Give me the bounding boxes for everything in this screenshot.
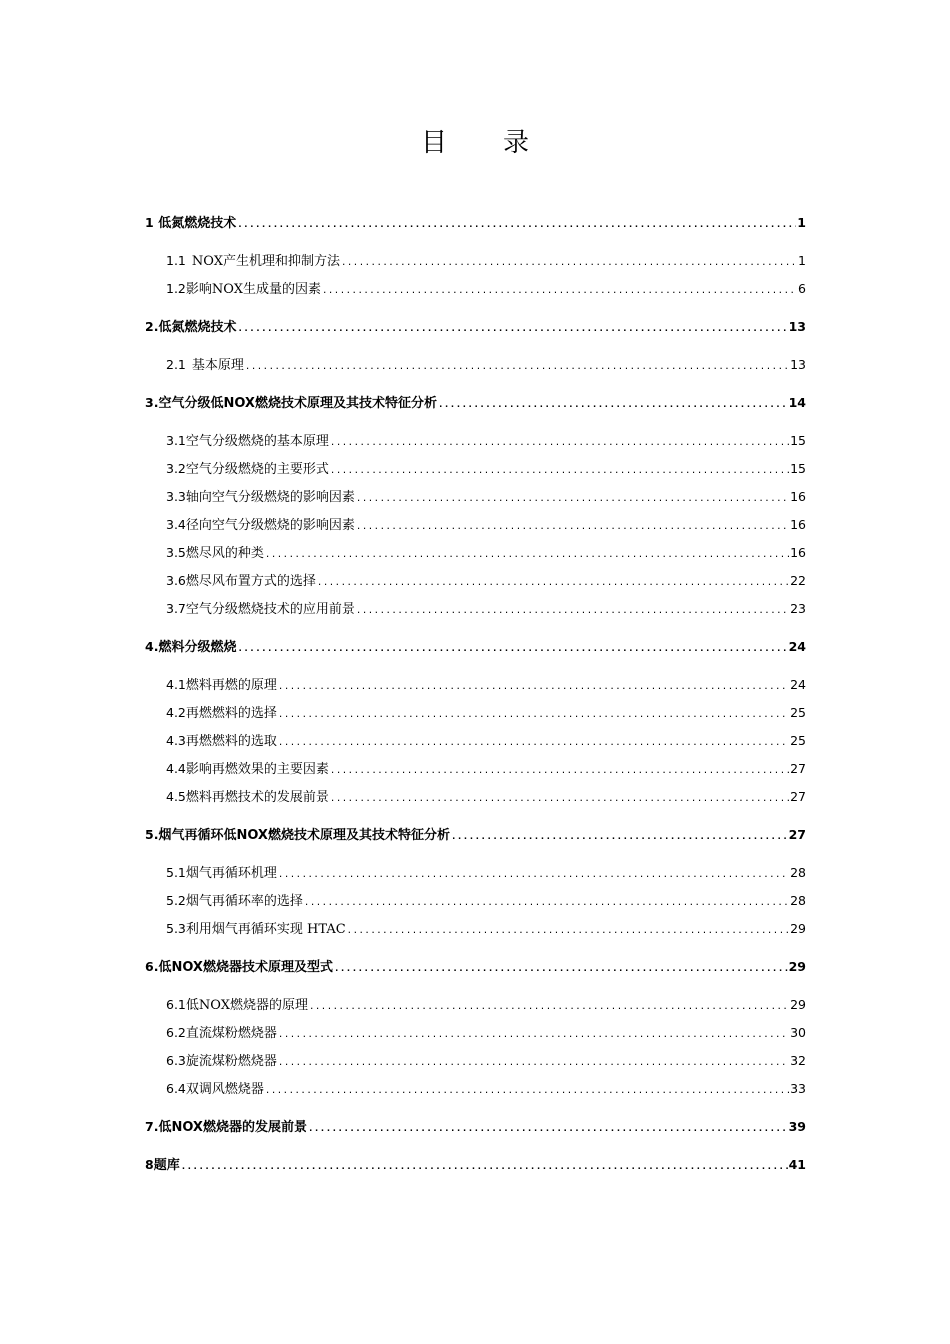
toc-label: 再燃燃料的选择 xyxy=(185,706,277,721)
toc-number: 3.1 xyxy=(166,433,186,448)
toc-entry-5-3[interactable] xyxy=(145,916,806,944)
toc-number: 5.2 xyxy=(166,893,186,908)
toc-entry-3-4[interactable] xyxy=(145,512,806,540)
dot-leader xyxy=(278,862,789,888)
toc-page-number: 15 xyxy=(790,433,806,448)
toc-label: 影响再燃效果的主要因素 xyxy=(185,762,329,777)
toc-number: 3.4 xyxy=(166,517,186,532)
toc-label: 燃尽风布置方式的选择 xyxy=(185,574,316,589)
toc-number: 3.2 xyxy=(166,461,186,476)
toc-number: 3.7 xyxy=(166,601,186,616)
toc-label: 直流煤粉燃烧器 xyxy=(185,1026,277,1041)
toc-entry-6-2[interactable] xyxy=(145,1020,806,1048)
toc-number: 1.2 xyxy=(166,281,186,296)
dot-leader xyxy=(317,570,789,596)
toc-entry-3-6[interactable] xyxy=(145,568,806,596)
toc-page-number: 32 xyxy=(790,1053,806,1068)
title-char-2: 录 xyxy=(503,128,530,158)
toc-page-number: 16 xyxy=(790,489,806,504)
toc-page-number: 24 xyxy=(788,639,806,654)
toc-label: 低氮燃烧技术 xyxy=(158,320,237,335)
dot-leader xyxy=(237,316,787,342)
toc-number: 6.1 xyxy=(166,997,186,1012)
toc-page-number: 29 xyxy=(790,997,806,1012)
toc-label: 双调风燃烧器 xyxy=(185,1082,264,1097)
toc-label: 再燃燃料的选取 xyxy=(185,734,277,749)
title-char-1: 目 xyxy=(420,128,447,158)
toc-number: 2.1 xyxy=(166,357,186,372)
dot-leader xyxy=(245,354,789,380)
dot-leader xyxy=(278,674,789,700)
toc-entry-4-5[interactable] xyxy=(145,784,806,812)
toc-number: 4.3 xyxy=(166,733,186,748)
dot-leader xyxy=(451,824,788,850)
toc-number: 6. xyxy=(145,959,159,974)
toc-number: 6.3 xyxy=(166,1053,186,1068)
toc-label: 利用烟气再循环实现 HTAC xyxy=(185,922,346,937)
toc-entry-3[interactable] xyxy=(145,390,806,418)
toc-label: 低NOX燃烧器技术原理及型式 xyxy=(158,960,333,975)
toc-page-number: 29 xyxy=(790,921,806,936)
toc-entry-4-1[interactable] xyxy=(145,672,806,700)
toc-entry-2-1[interactable] xyxy=(145,352,806,380)
toc-number: 5.3 xyxy=(166,921,186,936)
toc-label: 燃料再燃的原理 xyxy=(185,678,277,693)
dot-leader xyxy=(322,278,797,304)
toc-number: 4.5 xyxy=(166,789,186,804)
toc-page-number: 24 xyxy=(790,677,806,692)
toc-page-number: 6 xyxy=(798,281,806,296)
table-of-contents xyxy=(145,208,806,1180)
toc-label: 基本原理 xyxy=(191,358,244,373)
toc-entry-6-3[interactable] xyxy=(145,1048,806,1076)
toc-page-number: 39 xyxy=(788,1119,806,1134)
toc-label: 空气分级低NOX燃烧技术原理及其技术特征分析 xyxy=(158,396,437,411)
toc-entry-5-1[interactable] xyxy=(145,860,806,888)
toc-number: 1.1 xyxy=(166,253,186,268)
toc-label: 烟气再循环低NOX燃烧技术原理及其技术特征分析 xyxy=(158,828,450,843)
toc-entry-3-5[interactable] xyxy=(145,540,806,568)
toc-number: 3.5 xyxy=(166,545,186,560)
toc-page-number: 14 xyxy=(788,395,806,410)
toc-number: 4.2 xyxy=(166,705,186,720)
toc-page-number: 27 xyxy=(788,827,806,842)
dot-leader xyxy=(330,786,789,812)
toc-number: 1 xyxy=(145,215,154,230)
toc-label: 低NOX燃烧器的发展前景 xyxy=(158,1120,307,1135)
dot-leader xyxy=(341,250,797,276)
toc-label: 燃料分级燃烧 xyxy=(158,640,237,655)
toc-label: 径向空气分级燃烧的影响因素 xyxy=(185,518,355,533)
toc-entry-3-7[interactable] xyxy=(145,596,806,624)
toc-number: 6.4 xyxy=(166,1081,186,1096)
dot-leader xyxy=(265,1078,789,1104)
toc-page-number: 15 xyxy=(790,461,806,476)
dot-leader xyxy=(181,1154,788,1180)
toc-label: NOX产生机理和抑制方法 xyxy=(191,254,340,269)
toc-page-number: 28 xyxy=(790,865,806,880)
toc-entry-3-2[interactable] xyxy=(145,456,806,484)
toc-page-number: 28 xyxy=(790,893,806,908)
dot-leader xyxy=(308,1116,788,1142)
toc-label: 燃尽风的种类 xyxy=(185,546,264,561)
toc-number: 4.1 xyxy=(166,677,186,692)
dot-leader xyxy=(356,598,789,624)
page-title xyxy=(0,122,950,159)
toc-entry-1-2[interactable] xyxy=(145,276,806,304)
dot-leader xyxy=(278,730,789,756)
toc-label: 烟气再循环机理 xyxy=(185,866,277,881)
toc-number: 8 xyxy=(145,1157,154,1172)
toc-entry-2[interactable] xyxy=(145,314,806,342)
toc-page-number: 30 xyxy=(790,1025,806,1040)
toc-page-number: 33 xyxy=(790,1081,806,1096)
toc-label: 轴向空气分级燃烧的影响因素 xyxy=(185,490,355,505)
toc-page-number: 27 xyxy=(790,761,806,776)
dot-leader xyxy=(309,994,789,1020)
toc-page-number: 25 xyxy=(790,705,806,720)
toc-entry-4[interactable] xyxy=(145,634,806,662)
toc-label: 影响NOX生成量的因素 xyxy=(185,282,321,297)
toc-number: 4.4 xyxy=(166,761,186,776)
dot-leader xyxy=(304,890,789,916)
toc-page-number: 41 xyxy=(788,1157,806,1172)
dot-leader xyxy=(237,212,796,238)
dot-leader xyxy=(334,956,788,982)
toc-number: 3.6 xyxy=(166,573,186,588)
toc-page-number: 1 xyxy=(797,215,806,230)
toc-entry-6[interactable] xyxy=(145,954,806,982)
toc-entry-5[interactable] xyxy=(145,822,806,850)
dot-leader xyxy=(265,542,789,568)
toc-entry-5-2[interactable] xyxy=(145,888,806,916)
dot-leader xyxy=(278,1022,789,1048)
toc-entry-3-1[interactable] xyxy=(145,428,806,456)
dot-leader xyxy=(356,514,789,540)
dot-leader xyxy=(278,702,789,728)
toc-page-number: 27 xyxy=(790,789,806,804)
toc-entry-3-3[interactable] xyxy=(145,484,806,512)
toc-entry-6-1[interactable] xyxy=(145,992,806,1020)
toc-label: 低NOX燃烧器的原理 xyxy=(185,998,308,1013)
toc-entry-4-3[interactable] xyxy=(145,728,806,756)
toc-label: 题库 xyxy=(153,1158,180,1173)
toc-page-number: 1 xyxy=(798,253,806,268)
toc-entry-8[interactable] xyxy=(145,1152,806,1180)
toc-label: 空气分级燃烧的基本原理 xyxy=(185,434,329,449)
toc-page-number: 13 xyxy=(790,357,806,372)
dot-leader xyxy=(278,1050,789,1076)
toc-entry-1-1[interactable] xyxy=(145,248,806,276)
toc-number: 5. xyxy=(145,827,159,842)
toc-page-number: 25 xyxy=(790,733,806,748)
toc-page-number: 13 xyxy=(788,319,806,334)
toc-number: 6.2 xyxy=(166,1025,186,1040)
toc-number: 3.3 xyxy=(166,489,186,504)
dot-leader xyxy=(438,392,788,418)
toc-entry-4-2[interactable] xyxy=(145,700,806,728)
toc-page-number: 29 xyxy=(788,959,806,974)
dot-leader xyxy=(237,636,787,662)
toc-number: 4. xyxy=(145,639,159,654)
dot-leader xyxy=(330,458,789,484)
toc-page-number: 23 xyxy=(790,601,806,616)
toc-label: 旋流煤粉燃烧器 xyxy=(185,1054,277,1069)
dot-leader xyxy=(356,486,789,512)
dot-leader xyxy=(330,430,789,456)
toc-entry-7[interactable] xyxy=(145,1114,806,1142)
dot-leader xyxy=(347,918,789,944)
toc-entry-4-4[interactable] xyxy=(145,756,806,784)
toc-label: 烟气再循环率的选择 xyxy=(185,894,303,909)
toc-number: 3. xyxy=(145,395,159,410)
toc-number: 5.1 xyxy=(166,865,186,880)
toc-entry-6-4[interactable] xyxy=(145,1076,806,1104)
toc-label: 空气分级燃烧技术的应用前景 xyxy=(185,602,355,617)
toc-label: 空气分级燃烧的主要形式 xyxy=(185,462,329,477)
toc-page-number: 16 xyxy=(790,545,806,560)
toc-entry-1[interactable] xyxy=(145,210,806,238)
toc-page-number: 16 xyxy=(790,517,806,532)
toc-number: 7. xyxy=(145,1119,159,1134)
toc-page-number: 22 xyxy=(790,573,806,588)
toc-label: 低氮燃烧技术 xyxy=(158,216,237,231)
toc-number: 2. xyxy=(145,319,159,334)
toc-label: 燃料再燃技术的发展前景 xyxy=(185,790,329,805)
dot-leader xyxy=(330,758,789,784)
